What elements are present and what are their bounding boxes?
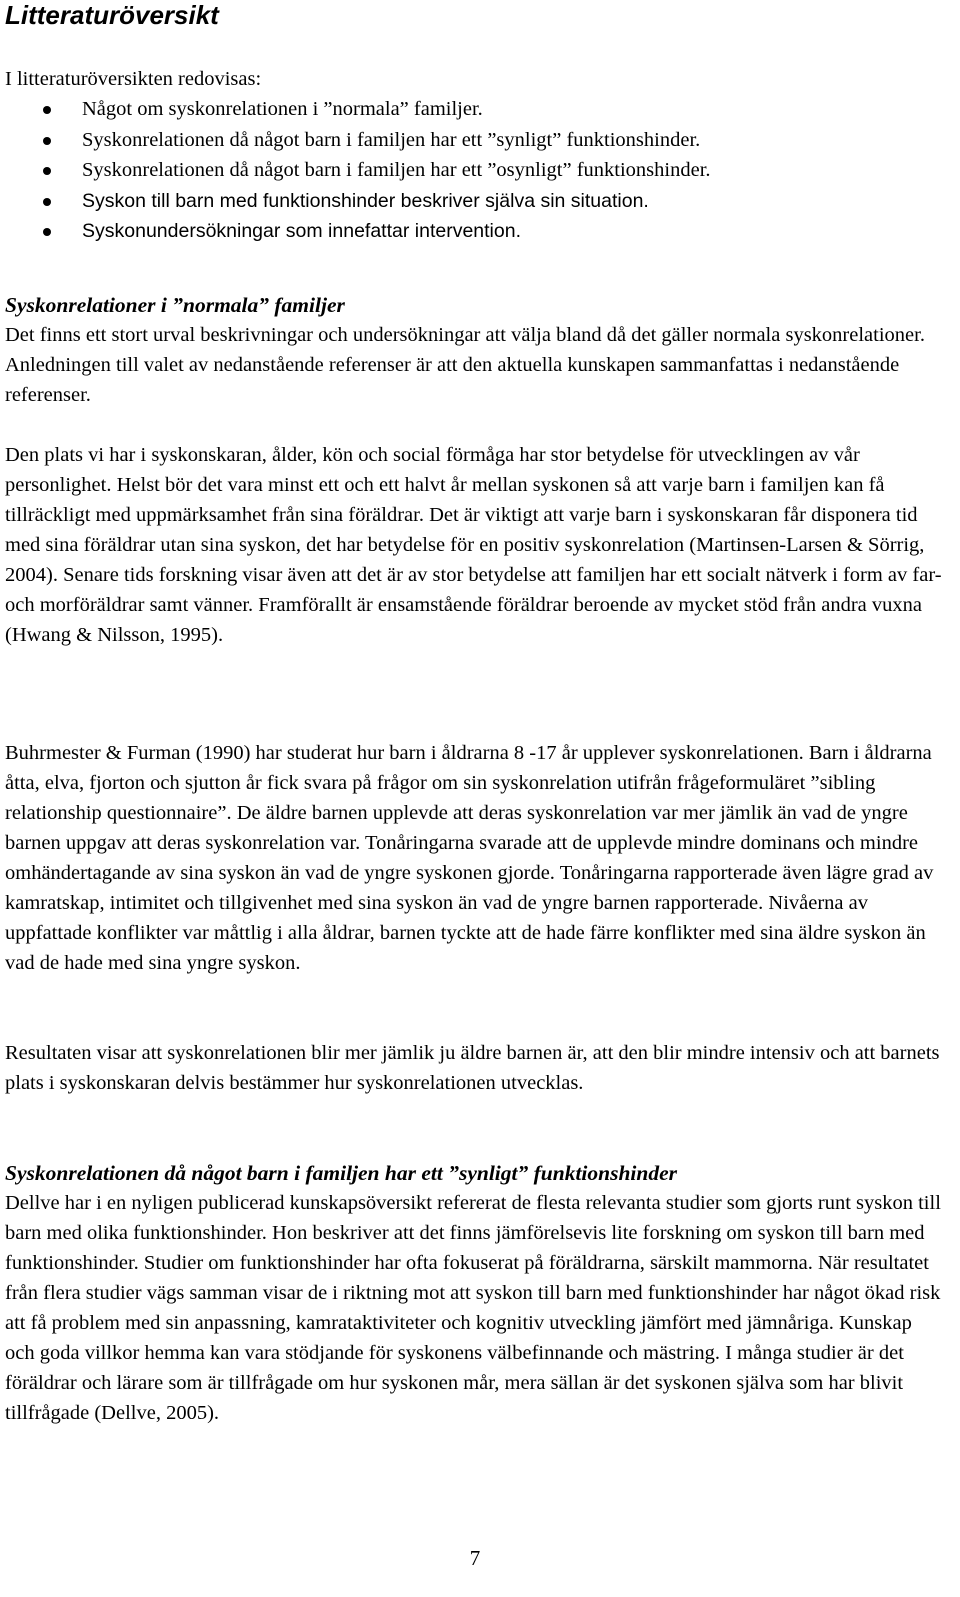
section-normal-families-cont	[5, 1038, 945, 1098]
bullet-icon	[43, 228, 51, 236]
paragraph: Buhrmester & Furman (1990) har studerat hur barn i åldrarna 8 -17 år upplever syskonrelationen. Barn i åldrarna åtta, elva, fjorton och sjutton år fick svara på frågor om sin syskonrelation utifrån frågeformuläret ”sibling relationship questionnaire”. De äldre barnen upplevde att deras syskonrelation var mer jämlik än vad de yngre barnen uppgav att deras syskonrelation var. Tonåringarna svarade att de upplevde mindre dominans och mindre omhändertagande av sina syskon än vad de yngre syskonen gjorde. Tonåringarna rapporterade även lägre grad av kamratskap, intimitet och tillgivenhet med sina syskon än vad de yngre barnen rapporterade. Nivåerna av uppfattade konflikter var måttlig i alla åldrar, barnen tyckte att de hade färre konflikter med sina äldre syskon än vad de hade med sina yngre syskon.	[5, 742, 934, 974]
page-title: Litteraturöversikt	[5, 0, 219, 30]
list-item	[5, 216, 945, 247]
list-item-text: Syskonrelationen då något barn i familjen har ett ”osynligt” funktionshinder.	[82, 159, 711, 181]
section-heading: Syskonrelationen då något barn i familjen har ett ”synligt” funktionshinder	[5, 1161, 678, 1185]
section-normal-families	[5, 290, 945, 410]
list-item-text: Syskon till barn med funktionshinder beskriver själva sin situation.	[82, 189, 649, 212]
bullet-icon	[43, 106, 51, 114]
page-number: 7	[469, 1546, 481, 1570]
bullet-icon	[43, 137, 51, 145]
bullet-icon	[43, 198, 51, 206]
intro-text: I litteraturöversikten redovisas:	[5, 68, 262, 90]
paragraph: Den plats vi har i syskonskaran, ålder, kön och social förmåga har stor betydelse för utvecklingen av vår personlighet. Helst bör det vara minst ett och ett halvt år mellan syskonen så att varje barn i familjen kan få tillräckligt med uppmärksamhet från sina föräldrar. Det är viktigt att varje barn i syskonskaran får disponera tid med sina föräldrar utan sina syskon, det har betydelse för en positiv syskonrelation (Martinsen-Larsen & Sörrig, 2004). Senare tids forskning visar även att det är av stor betydelse att familjen har ett socialt nätverk i form av far- och morföräldrar samt vänner. Framförallt är ensamstående föräldrar beroende av mycket stöd från andra vuxna (Hwang & Nilsson, 1995).	[5, 444, 942, 646]
list-item-text: Något om syskonrelationen i ”normala” familjer.	[82, 98, 483, 120]
paragraph: Det finns ett stort urval beskrivningar och undersökningar att välja bland då det gäller normala syskonrelationer. Anledningen till valet av nedanstående referenser är att den aktuella kunskapen sammanfattas i nedanstående referenser.	[5, 324, 925, 406]
list-item-text: Syskonundersökningar som innefattar intervention.	[82, 220, 521, 242]
topic-list	[5, 94, 945, 247]
list-item-text: Syskonrelationen då något barn i familjen har ett ”synligt” funktionshinder.	[82, 128, 701, 151]
bullet-icon	[43, 167, 51, 175]
section-normal-families-cont	[5, 738, 945, 978]
section-heading: Syskonrelationer i ”normala” familjer	[5, 293, 345, 317]
list-item	[5, 186, 945, 217]
paragraph: Dellve har i en nyligen publicerad kunskapsöversikt refererat de flesta relevanta studier som gjorts runt syskon till barn med olika funktionshinder. Hon beskriver att det finns jämförelsevis lite forskning om syskon till barn med funktionshinder. Studier om funktionshinder har ofta fokuserat på föräldrarna, särskilt mammorna. När resultatet från flera studier vägs samman visar de i riktning mot att syskon till barn med funktionshinder har något ökad risk att få problem med sin anpassning, kamrataktiviteter och kognitiv utveckling jämfört med jämnåriga. Kunskap och goda villkor hemma kan vara stödjande för syskonens välbefinnande och mästring. I många studier är det föräldrar och lärare som är tillfrågade om hur syskonen mår, mera sällan är det syskonen själva som har blivit tillfrågade (Dellve, 2005).	[5, 1192, 941, 1424]
section-normal-families-cont	[5, 440, 945, 650]
paragraph: Resultaten visar att syskonrelationen blir mer jämlik ju äldre barnen är, att den blir mindre intensiv och att barnets plats i syskonskaran delvis bestämmer hur syskonrelationen utvecklas.	[5, 1042, 940, 1094]
list-item	[5, 155, 945, 186]
list-item	[5, 125, 945, 156]
list-item	[5, 94, 945, 125]
section-visible-disability	[5, 1158, 945, 1428]
